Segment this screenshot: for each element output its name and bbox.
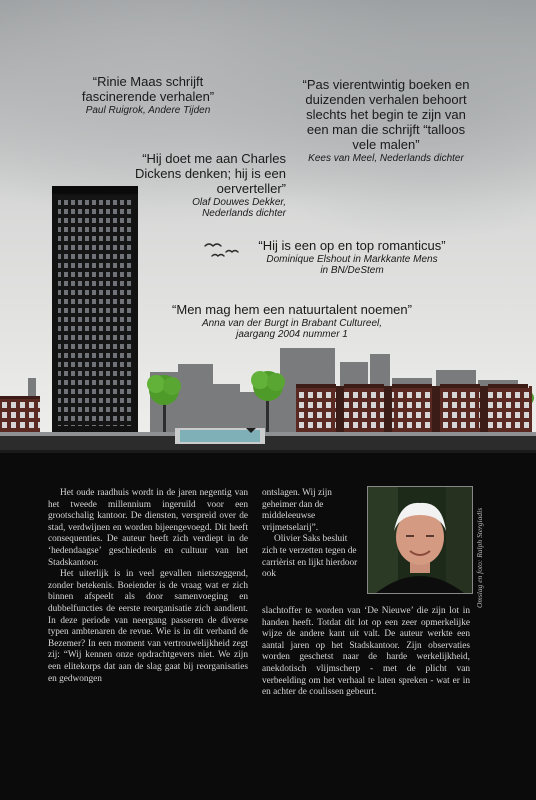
quote-elshout [244, 238, 460, 276]
tower-building [52, 186, 138, 432]
quote-text: “Men mag hem een natuurtalent noemen” [172, 302, 412, 317]
blurb-paragraph: Olivier Saks besluit zich te verzetten tegen de carrièrist en lijkt hierdoor ook [262, 534, 358, 580]
author-portrait-icon [368, 487, 472, 593]
quote-van-meel [300, 77, 472, 164]
blurb-column-right-narrow [262, 488, 360, 581]
blurb-column-right-wide [262, 606, 470, 699]
quote-attribution: Kees van Meel, Nederlands dichter [308, 153, 464, 164]
photo-credit: Omslag en foto: Ralph Stergiadis [475, 507, 484, 608]
quote-attribution: Anna van der Burgt in Brabant Cultureel, jaargang 2004 nummer 1 [201, 318, 383, 340]
quote-attribution: Dominique Elshout in Markkante Mens in BN/DeStem [266, 254, 438, 276]
pavement [0, 432, 536, 436]
blurb-paragraph: slachtoffer te worden van ‘De Nieuwe’ die zijn lot in handen heeft. Totdat dit lot op een zeer opmerkelijke wijze de andere kant uit valt. De auteur werkte een aantal jaren op het Stadskantoor. Zijn observaties worden geschetst naar de harde werkelijkheid, anekdotisch vlijmscherp - met de plicht van verbeelding om het verhaal te laten spreken - wat er in en achter de coulissen gebeurt. [262, 606, 470, 698]
blurb-paragraph: Het uiterlijk is in veel gevallen nietszeggend, zonder betekenis. Boeiender is de vraag wat er zich binnen afspeelt als door samenvoeging en dubbelfuncties de eerste reorganisatie zich aandient. In deze periode van neergang passeren de diverse typen ambtenaren de revue. Wie is in dit verband de Bezemer? In een moment van vertrouwelijkheid zegt zij: “Wij kennen onze opdrachtgevers niet. We zijn een elitekorps dat aan de slag gaat bij reorganisaties en gedwongen [48, 569, 248, 684]
quote-text: “Rinie Maas schrijft fascinerende verhalen” [81, 74, 215, 104]
quote-attribution: Paul Ruigrok, Andere Tijden [85, 105, 211, 116]
author-photo [367, 486, 473, 594]
quote-text: “Hij doet me aan Charles Dickens denken; hij is een oerverteller” [134, 151, 286, 196]
quote-douwes-dekker [124, 151, 286, 219]
quote-van-der-burgt [156, 302, 428, 340]
quote-ruigrok [58, 74, 238, 116]
brick-house-left [0, 396, 40, 432]
blurb-column-left [48, 488, 248, 685]
canal [175, 428, 265, 444]
blurb-paragraph: Het oude raadhuis wordt in de jaren negentig van het tweede millennium ingeruild voor een grootschalig kantoor. De diensten, verspreid over de stad, verdwijnen en worden bijeengevoegd. Dit heeft consequenties. De auteur heeft zich verdiept in de ‘hedendaagse’ geschiedenis en cultuur van het Stadskantoor. [48, 488, 248, 568]
quote-text: “Hij is een op en top romanticus” [258, 238, 446, 253]
brick-terrace-right [296, 384, 532, 432]
blurb-paragraph: ontslagen. Wij zijn geheimer dan de middeleeuwse vrijmetselarij”. [262, 488, 332, 533]
quote-text: “Pas vierentwintig boeken en duizenden verhalen behoort slechts het begin te zijn van een man die schrijft “talloos vele malen” [302, 77, 470, 152]
quote-attribution: Olaf Douwes Dekker, Nederlands dichter [192, 197, 286, 219]
ground-edge [0, 450, 536, 453]
